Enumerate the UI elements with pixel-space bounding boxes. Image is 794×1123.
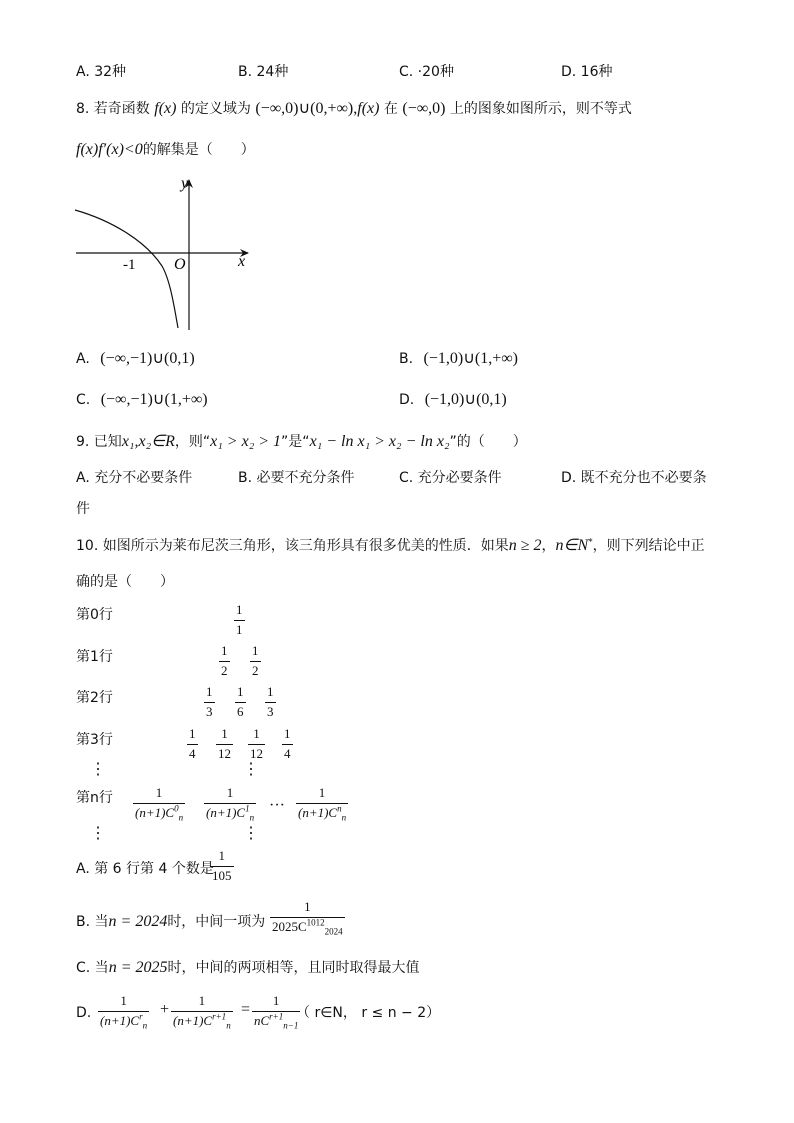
q8-interval: (−∞,0) — [402, 100, 446, 117]
q10-star: * — [588, 537, 593, 548]
q7-option-b: B. 24种 — [238, 64, 289, 80]
r2-frac-1: $\frac{1}{3}$ — [206, 684, 213, 719]
r3-frac-1: $\frac{1}{4}$ — [189, 726, 196, 761]
q10-option-b-frac: $\frac{1}{2025C^{1012}_{2024}}$ — [272, 899, 343, 937]
q8-stem-text-c: 在 — [383, 101, 398, 117]
r1-frac-2: $\frac{1}{2}$ — [252, 643, 259, 678]
q9-option-d-wrap: 件 — [76, 501, 90, 517]
r0-frac: $\frac{1}{1}$ — [236, 602, 243, 637]
r1-frac-1: $\frac{1}{2}$ — [221, 643, 228, 678]
q10-text-a: 10. 如图所示为莱布尼茨三角形，该三角形具有很多优美的性质．如果 — [76, 538, 509, 554]
rn-frac-2: $\frac{1}{(n+1)C^1_n}$ — [206, 785, 255, 823]
q10-sep: ， — [541, 538, 556, 554]
q7-option-c: C. ·20种 — [399, 64, 454, 80]
q8-inequality: f(x)f′(x)<0 — [76, 141, 143, 158]
q9-expr1: x₁ > x₂ > 1 — [210, 433, 282, 450]
q10-cond2: n∈N — [555, 537, 589, 554]
vertical-ellipsis-center: ⋮ — [243, 761, 259, 778]
r3-frac-3: $\frac{1}{12}$ — [250, 726, 263, 761]
q10-option-d-frac-2: $\frac{1}{(n+1)C^{r+1}_n}$ — [173, 993, 231, 1031]
q8-option-a-letter: A. — [76, 351, 90, 367]
tick-label-neg1: -1 — [123, 257, 136, 273]
q8-fx-2: f(x) — [357, 100, 380, 117]
q8-option-c-text: (−∞,−1)∪(1,+∞) — [100, 391, 208, 408]
q10-option-b: B. 当n = 2024时，中间一项为 — [76, 913, 266, 930]
rn-frac-1: $\frac{1}{(n+1)C^0_n}$ — [135, 785, 184, 823]
q8-option-c — [76, 392, 208, 408]
r3-frac-2: $\frac{1}{12}$ — [218, 726, 231, 761]
r2-frac-2: $\frac{1}{6}$ — [237, 684, 244, 719]
q9-option-c: C. 充分必要条件 — [399, 470, 502, 486]
q10-option-d-plus: + — [160, 1001, 170, 1018]
q10-option-a-text: A. 第 6 行第 4 个数是 — [76, 861, 214, 877]
rn-frac-3: 1 $(n+1)C^n_n$ — [298, 785, 347, 823]
q8-fx: f(x) — [154, 100, 177, 117]
row-label-1: 第1行 — [76, 649, 113, 665]
r2-frac-3: $\frac{1}{3}$ — [267, 684, 274, 719]
q9-option-d: D. 既不充分也不必要条 — [561, 470, 707, 486]
q10-text-b: ，则下列结论中正 — [592, 538, 705, 554]
q8-comma: , — [353, 100, 358, 117]
q9-option-a: A. 充分不必要条件 — [76, 470, 193, 486]
q8-stem-line1 — [76, 101, 632, 117]
q8-stem-text-d: 上的图象如图所示，则不等式 — [449, 101, 632, 117]
q10-cond1: n ≥ 2 — [508, 537, 542, 554]
q8-graph — [70, 170, 260, 335]
q8-option-a-text: (−∞,−1)∪(0,1) — [100, 350, 195, 367]
q7-option-a: A. 32种 — [76, 64, 127, 80]
q10-stem-line2: 确的是（ ） — [76, 574, 174, 590]
vertical-ellipsis-center-2: ⋮ — [243, 825, 259, 842]
horizontal-ellipsis: ··· — [269, 797, 285, 814]
q10-stem-line1 — [76, 538, 705, 554]
q8-stem-text-e: 的解集是（ ） — [142, 142, 255, 158]
q8-stem-text-b: 的定义域为 — [180, 101, 251, 117]
r3-frac-4: $\frac{1}{4}$ — [284, 726, 291, 761]
q9-mid1: ，则“ — [174, 434, 211, 450]
q9-prefix: 9. 已知 — [76, 434, 122, 450]
row-label-n: 第n行 — [76, 790, 113, 806]
row-label-2: 第2行 — [76, 690, 113, 706]
q8-option-d-text: (−1,0)∪(0,1) — [424, 391, 507, 408]
q10-option-c: C. 当n = 2025时，中间的两项相等，且同时取得最大值 — [76, 959, 420, 976]
vertical-ellipsis-left: ⋮ — [90, 761, 106, 778]
q8-option-d-letter: D. — [399, 392, 415, 408]
x-axis-label: x — [238, 253, 246, 270]
q10-option-d-equals: = — [241, 1001, 251, 1018]
q10-option-a-frac: $\frac{1}{105}$ — [212, 848, 232, 883]
q9-expr2: x₁ − ln x₁ > x₂ − ln x₂ — [309, 433, 450, 450]
q8-option-b — [399, 351, 518, 367]
q8-option-b-text: (−1,0)∪(1,+∞) — [423, 350, 518, 367]
q8-option-c-letter: C. — [76, 392, 91, 408]
y-axis-label: y — [181, 175, 189, 192]
q9-stem — [76, 434, 527, 450]
q8-option-d — [399, 392, 507, 408]
q10-option-d-condition: （ r∈N， r ≤ n − 2） — [296, 1005, 441, 1021]
q8-domain: (−∞,0)∪(0,+∞) — [255, 100, 354, 117]
q9-suffix: ”的（ ） — [449, 434, 527, 450]
row-label-3: 第3行 — [76, 732, 113, 748]
row-label-0: 第0行 — [76, 607, 113, 623]
q8-option-b-letter: B. — [399, 351, 414, 367]
origin-label: O — [174, 256, 186, 273]
q8-option-a — [76, 351, 195, 367]
q9-condition: x₁,x₂∈R — [121, 433, 175, 450]
q9-mid2: ”是“ — [281, 434, 310, 450]
q7-option-d: D. 16种 — [561, 64, 613, 80]
q8-stem-text-a: 8. 若奇函数 — [76, 101, 150, 117]
vertical-ellipsis-left-2: ⋮ — [90, 825, 106, 842]
q10-option-d-frac-3: 1 $nC^{r+1}_{n-1}$ — [254, 993, 299, 1031]
q8-stem-line2 — [76, 142, 255, 158]
q10-option-d-letter: D. — [76, 1005, 92, 1021]
q9-option-b: B. 必要不充分条件 — [238, 470, 355, 486]
q10-option-d-frac-1: 1 $(n+1)C^r_n$ — [100, 993, 148, 1031]
